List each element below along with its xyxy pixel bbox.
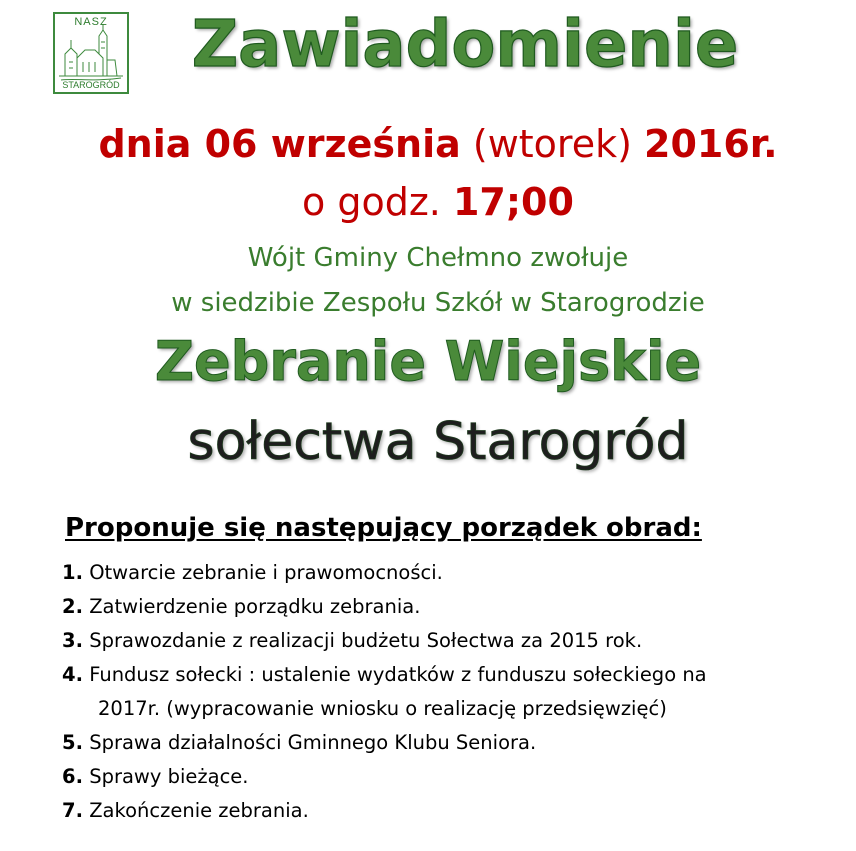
- agenda-item-text: Zakończenie zebrania.: [89, 799, 309, 822]
- agenda-item: [62, 726, 852, 760]
- agenda-item-text: Sprawa działalności Gminnego Klubu Seniora.: [89, 731, 537, 754]
- agenda-item-number: 7.: [62, 799, 83, 822]
- intro-line-1: Wójt Gminy Chełmno zwołuje: [247, 243, 629, 273]
- agenda-item: [62, 624, 852, 658]
- agenda-item-text: Sprawozdanie z realizacji budżetu Sołectwa za 2015 rok.: [89, 629, 643, 652]
- agenda-item-number: 3.: [62, 629, 83, 652]
- agenda-item: [62, 556, 852, 590]
- meeting-date: [20, 122, 856, 166]
- date-text: dnia 06 września: [98, 122, 461, 166]
- agenda-item-text: Otwarcie zebranie i prawomocności.: [89, 561, 443, 584]
- agenda-item-number: 2.: [62, 595, 83, 618]
- time-prefix: o godz.: [302, 180, 441, 224]
- meeting-subtitle: sołectwa Starogród: [187, 412, 689, 472]
- agenda-item-number: 4.: [62, 663, 83, 686]
- logo-text-bottom: STAROGRÓD: [62, 80, 120, 90]
- agenda-item-text: Fundusz sołecki : ustalenie wydatków z funduszu sołeckiego na: [89, 663, 707, 686]
- intro-line-2: w siedzibie Zespołu Szkół w Starogrodzie: [171, 288, 705, 318]
- weekday-text: (wtorek): [472, 122, 632, 166]
- year-text: 2016r.: [644, 122, 778, 166]
- village-logo: [53, 12, 129, 94]
- agenda-item-text: Zatwierdzenie porządku zebrania.: [89, 595, 421, 618]
- logo-text-top: NASZ: [74, 16, 108, 28]
- agenda-item-text: Sprawy bieżące.: [89, 765, 249, 788]
- agenda-item: [62, 794, 852, 828]
- agenda-item-number: 6.: [62, 765, 83, 788]
- agenda-item-continuation: [62, 692, 852, 726]
- agenda-item: [62, 760, 852, 794]
- agenda-item: [62, 658, 852, 692]
- agenda-item-text-continued: 2017r. (wypracowanie wniosku o realizację przedsięwzięć): [98, 697, 667, 720]
- time-value: 17;00: [452, 180, 574, 224]
- meeting-time: [10, 180, 856, 224]
- agenda-item-number: 1.: [62, 561, 83, 584]
- agenda-item-number: 5.: [62, 731, 83, 754]
- agenda-item: [62, 590, 852, 624]
- meeting-title: Zebranie Wiejskie: [154, 330, 702, 393]
- agenda-list: [62, 556, 852, 828]
- document-title: Zawiadomienie: [191, 8, 739, 82]
- agenda-heading: Proponuje się następujący porządek obrad:: [65, 513, 702, 543]
